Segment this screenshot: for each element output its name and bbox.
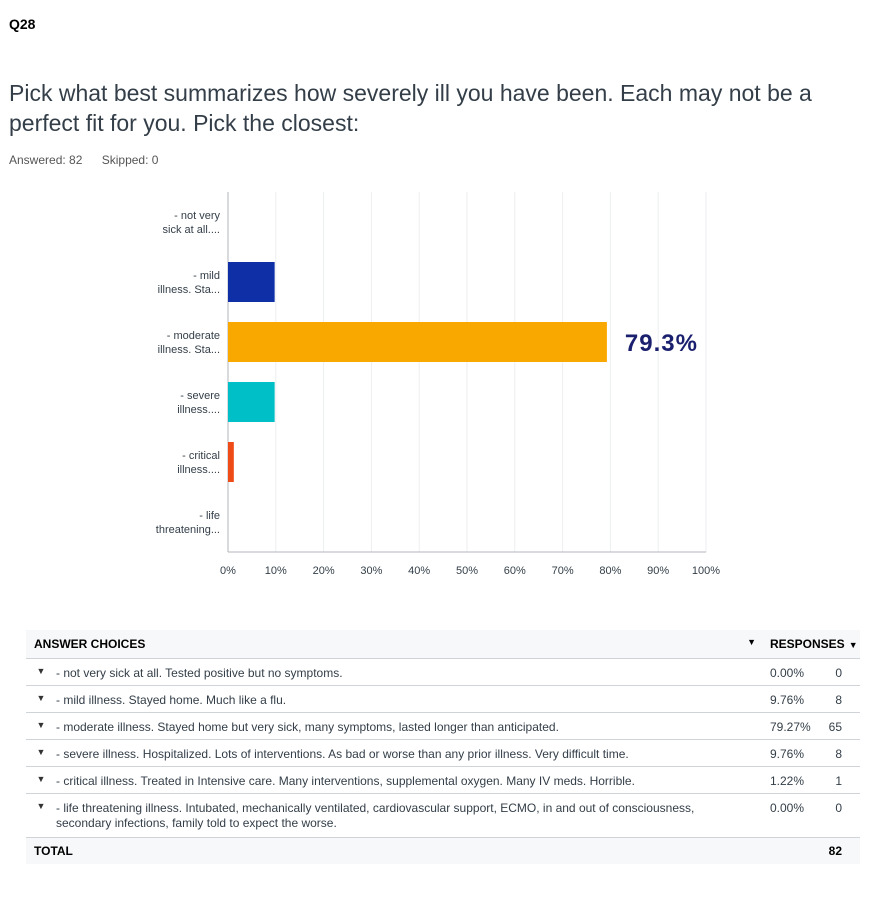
y-category-label: - moderate: [166, 330, 220, 342]
table-row: [26, 712, 860, 739]
response-count: 0: [824, 793, 860, 837]
x-tick-label: 70%: [551, 565, 574, 577]
x-tick-label: 90%: [647, 565, 670, 577]
x-tick-label: 100%: [691, 565, 721, 577]
responses-label: RESPONSES: [770, 636, 845, 651]
table-row: [26, 766, 860, 793]
total-row: [26, 837, 860, 864]
y-category-label: illness....: [177, 404, 220, 416]
expand-caret-icon[interactable]: ▼: [26, 739, 56, 766]
y-category-label: illness. Sta...: [157, 284, 220, 296]
answer-choice-text: - mild illness. Stayed home. Much like a flu.: [56, 685, 770, 712]
answer-choices-label: ANSWER CHOICES: [34, 636, 146, 651]
sort-responses-icon[interactable]: ▼: [848, 639, 858, 650]
response-percent: 1.22%: [770, 766, 824, 793]
response-count: 8: [824, 739, 860, 766]
expand-caret-icon[interactable]: ▼: [26, 685, 56, 712]
bar: [228, 262, 275, 302]
bar: [228, 442, 234, 482]
y-category-label: - mild: [193, 270, 220, 282]
response-percent: 9.76%: [770, 739, 824, 766]
expand-caret-icon[interactable]: ▼: [26, 793, 56, 837]
answered-count: Answered: 82: [9, 153, 83, 167]
x-tick-label: 60%: [503, 565, 526, 577]
response-count: 0: [824, 658, 860, 685]
bar: [228, 382, 275, 422]
bar: [228, 322, 607, 362]
x-tick-label: 20%: [312, 565, 335, 577]
total-spacer: [770, 837, 824, 864]
answer-choice-text: - life threatening illness. Intubated, mechanically ventilated, cardiovascular support, ECMO, in and out of consciousness, secondary infections, family told to expect the worse.: [56, 793, 770, 837]
total-label: TOTAL: [26, 837, 770, 864]
y-category-label: illness. Sta...: [157, 344, 220, 356]
y-category-label: illness....: [177, 464, 220, 476]
y-category-label: - not very: [174, 210, 220, 222]
response-stats: [9, 153, 174, 167]
expand-caret-icon[interactable]: ▼: [26, 712, 56, 739]
table-header: [26, 630, 860, 658]
sort-choices-icon[interactable]: ▼: [747, 636, 756, 647]
response-count: 8: [824, 685, 860, 712]
response-percent: 79.27%: [770, 712, 824, 739]
responses-header[interactable]: [770, 630, 860, 658]
response-percent: 9.76%: [770, 685, 824, 712]
answer-choice-text: - moderate illness. Stayed home but very sick, many symptoms, lasted longer than anticipated.: [56, 712, 770, 739]
expand-caret-icon[interactable]: ▼: [26, 658, 56, 685]
x-tick-label: 80%: [599, 565, 622, 577]
y-category-label: - severe: [180, 390, 220, 402]
table-row: [26, 793, 860, 837]
x-tick-label: 30%: [360, 565, 383, 577]
bar-chart: [0, 180, 888, 590]
x-tick-label: 50%: [455, 565, 479, 577]
answer-choice-text: - not very sick at all. Tested positive but no symptoms.: [56, 658, 770, 685]
y-category-label: threatening...: [155, 524, 220, 536]
question-number: Q28: [9, 16, 36, 32]
answer-choices-header[interactable]: [26, 630, 770, 658]
expand-caret-icon[interactable]: ▼: [26, 766, 56, 793]
table-row: [26, 685, 860, 712]
bar-data-label: 79.3%: [624, 330, 698, 357]
response-percent: 0.00%: [770, 658, 824, 685]
answer-choice-text: - critical illness. Treated in Intensive care. Many interventions, supplemental oxygen. Many IV meds. Horrible.: [56, 766, 770, 793]
responses-table: [26, 630, 860, 864]
x-tick-label: 0%: [220, 565, 236, 577]
x-tick-label: 40%: [408, 565, 431, 577]
y-category-label: - life: [199, 510, 220, 522]
response-count: 1: [824, 766, 860, 793]
skipped-count: Skipped: 0: [101, 153, 159, 167]
response-percent: 0.00%: [770, 793, 824, 837]
question-title: Pick what best summarizes how severely ill you have been. Each may not be a perfect fit for you. Pick the closest:: [9, 80, 812, 136]
table-row: [26, 739, 860, 766]
answer-choice-text: - severe illness. Hospitalized. Lots of interventions. As bad or worse than any prior illness. Very difficult time.: [56, 739, 770, 766]
response-count: 65: [824, 712, 860, 739]
table-row: [26, 658, 860, 685]
y-category-label: sick at all....: [162, 224, 220, 236]
total-count: 82: [824, 837, 860, 864]
y-category-label: - critical: [182, 450, 220, 462]
x-tick-label: 10%: [264, 565, 287, 577]
